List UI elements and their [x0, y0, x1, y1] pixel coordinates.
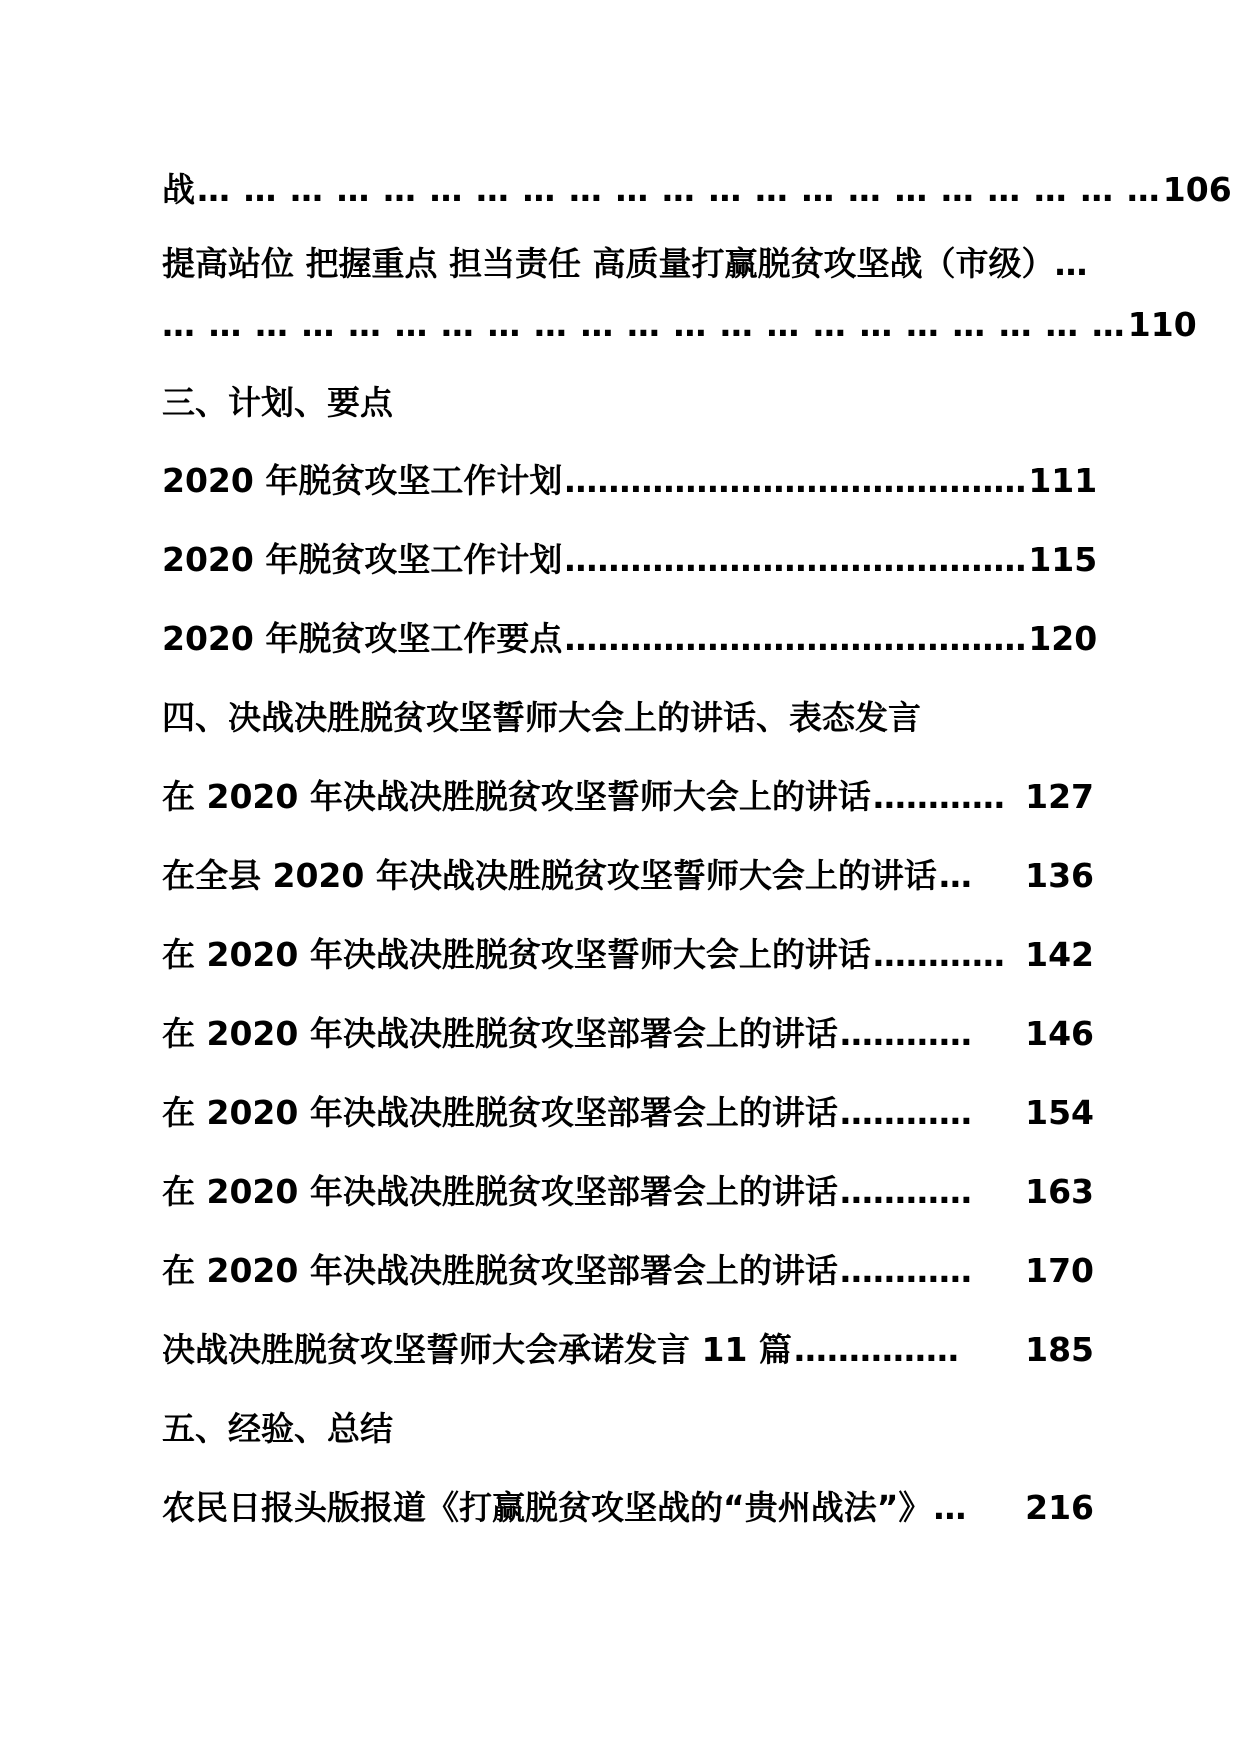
toc-page-number: 110 — [1127, 305, 1197, 344]
toc-page-number: 142 — [1025, 935, 1094, 974]
toc-leader-dots: ………… — [839, 1093, 972, 1132]
toc-leader-dots: … … … … … … … … … … … … … … … … … … … … … — [197, 170, 1161, 209]
toc-page-number: 111 — [1028, 461, 1098, 500]
toc-leader-dots: …………………………………… — [564, 619, 1027, 658]
toc-entry[interactable] — [162, 1009, 1094, 1059]
toc-leader-dots: …………………………………… — [564, 461, 1027, 500]
toc-entry-title: 在全县 2020 年决战决胜脱贫攻坚誓师大会上的讲话 — [162, 856, 937, 895]
toc-entry[interactable] — [162, 1246, 1094, 1296]
toc-entry[interactable] — [162, 1167, 1094, 1217]
toc-page-number: 115 — [1028, 540, 1098, 579]
toc-leader-dots: ………… — [872, 777, 1005, 816]
toc-entry-title: 战 — [162, 170, 195, 209]
toc-leader-dots: … — [938, 856, 972, 895]
section-heading: 四、决战决胜脱贫攻坚誓师大会上的讲话、表态发言 — [162, 698, 921, 737]
toc-entry[interactable] — [162, 1483, 1094, 1533]
toc-entry-title: 在 2020 年决战决胜脱贫攻坚部署会上的讲话 — [162, 1014, 838, 1053]
section-heading: 五、经验、总结 — [162, 1409, 393, 1448]
toc-entry[interactable] — [162, 165, 1232, 215]
toc-entry-title: 在 2020 年决战决胜脱贫攻坚誓师大会上的讲话 — [162, 935, 871, 974]
toc-entry[interactable] — [162, 851, 1094, 901]
toc-entry[interactable] — [162, 535, 1098, 585]
toc-entry-title: 在 2020 年决战决胜脱贫攻坚誓师大会上的讲话 — [162, 777, 871, 816]
toc-page-number: 163 — [1025, 1172, 1094, 1211]
toc-entry-title: 2020 年脱贫攻坚工作要点 — [162, 619, 563, 658]
toc-leader-dots: ………… — [872, 935, 1005, 974]
toc-leader-dots: … — [933, 1488, 967, 1527]
toc-page-number: 170 — [1025, 1251, 1094, 1290]
toc-entry-title: 提高站位 把握重点 担当责任 高质量打赢脱贫攻坚战（市级）… — [162, 244, 1088, 283]
toc-entry[interactable] — [162, 614, 1098, 664]
toc-leader-dots: …………… — [793, 1330, 959, 1369]
toc-page-number: 106 — [1162, 170, 1232, 209]
toc-entry[interactable] — [162, 239, 1094, 289]
toc-page-number: 185 — [1025, 1330, 1094, 1369]
toc-entry[interactable] — [162, 772, 1094, 822]
toc-entry-title: 农民日报头版报道《打赢脱贫攻坚战的“贵州战法”》 — [162, 1488, 932, 1527]
toc-entry[interactable] — [162, 1088, 1094, 1138]
toc-entry[interactable] — [162, 930, 1094, 980]
toc-page-number: 120 — [1028, 619, 1098, 658]
toc-leader-dots: … … … … … … … … … … … … … … … … … … … … … — [162, 305, 1126, 344]
toc-entry[interactable] — [162, 456, 1098, 506]
toc-leader-dots: ………… — [839, 1014, 972, 1053]
toc-entry-title: 在 2020 年决战决胜脱贫攻坚部署会上的讲话 — [162, 1093, 838, 1132]
toc-page-number: 216 — [1025, 1488, 1094, 1527]
toc-entry-title: 在 2020 年决战决胜脱贫攻坚部署会上的讲话 — [162, 1172, 838, 1211]
toc-page-number: 127 — [1025, 777, 1094, 816]
toc-page-number: 154 — [1025, 1093, 1094, 1132]
toc-leader-dots: ………… — [839, 1251, 972, 1290]
toc-entry-continuation[interactable] — [162, 300, 1197, 350]
toc-page-number: 136 — [1025, 856, 1094, 895]
toc-leader-dots: ………… — [839, 1172, 972, 1211]
toc-entry-title: 2020 年脱贫攻坚工作计划 — [162, 540, 563, 579]
toc-leader-dots: …………………………………… — [564, 540, 1027, 579]
section-heading: 三、计划、要点 — [162, 383, 393, 422]
toc-entry-title: 在 2020 年决战决胜脱贫攻坚部署会上的讲话 — [162, 1251, 838, 1290]
toc-entry[interactable] — [162, 1325, 1094, 1375]
toc-page-number: 146 — [1025, 1014, 1094, 1053]
toc-entry-title: 决战决胜脱贫攻坚誓师大会承诺发言 11 篇 — [162, 1330, 792, 1369]
toc-entry-title: 2020 年脱贫攻坚工作计划 — [162, 461, 563, 500]
